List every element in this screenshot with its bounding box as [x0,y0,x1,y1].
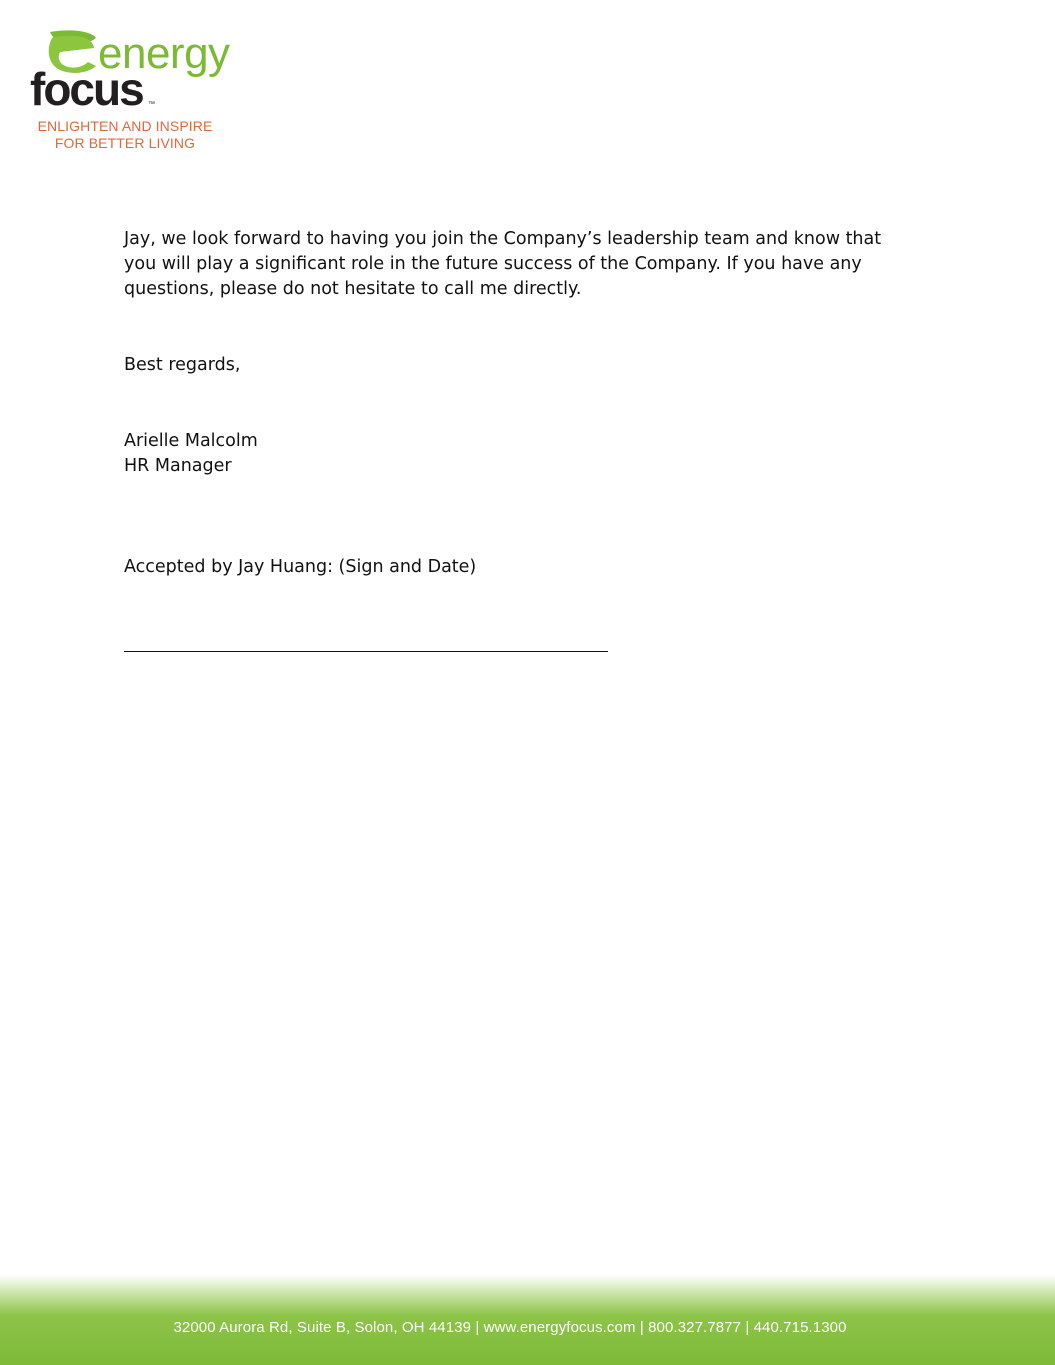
company-logo [30,28,230,158]
tagline-line-1: ENLIGHTEN AND INSPIRE [37,118,213,134]
tagline-line-2: FOR BETTER LIVING [54,135,196,151]
closing-line: Best regards, [124,355,241,375]
body-paragraph: Jay, we look forward to having you join the Company’s leadership team and know that you will play a significant role in the future success of the Company. If you have any questions, please do not hesitate to call me directly. [124,229,882,299]
acceptance-line: Accepted by Jay Huang: (Sign and Date) [124,557,477,577]
logo-word-top: energy [98,29,230,78]
logo-tagline [30,118,220,152]
footer-band [0,1275,1055,1365]
letter-body [124,227,904,580]
footer-contact: 32000 Aurora Rd, Suite B, Solon, OH 44139 | www.energyfocus.com | 800.327.7877 | 440.715.1300 [173,1319,847,1336]
signer-name: Arielle Malcolm [124,431,258,451]
signature-line [124,651,608,652]
energy-focus-logo-mark [30,28,230,112]
logo-trademark: ™ [148,101,155,108]
logo-word-bottom: focus [30,63,143,112]
signer-title: HR Manager [124,456,232,476]
